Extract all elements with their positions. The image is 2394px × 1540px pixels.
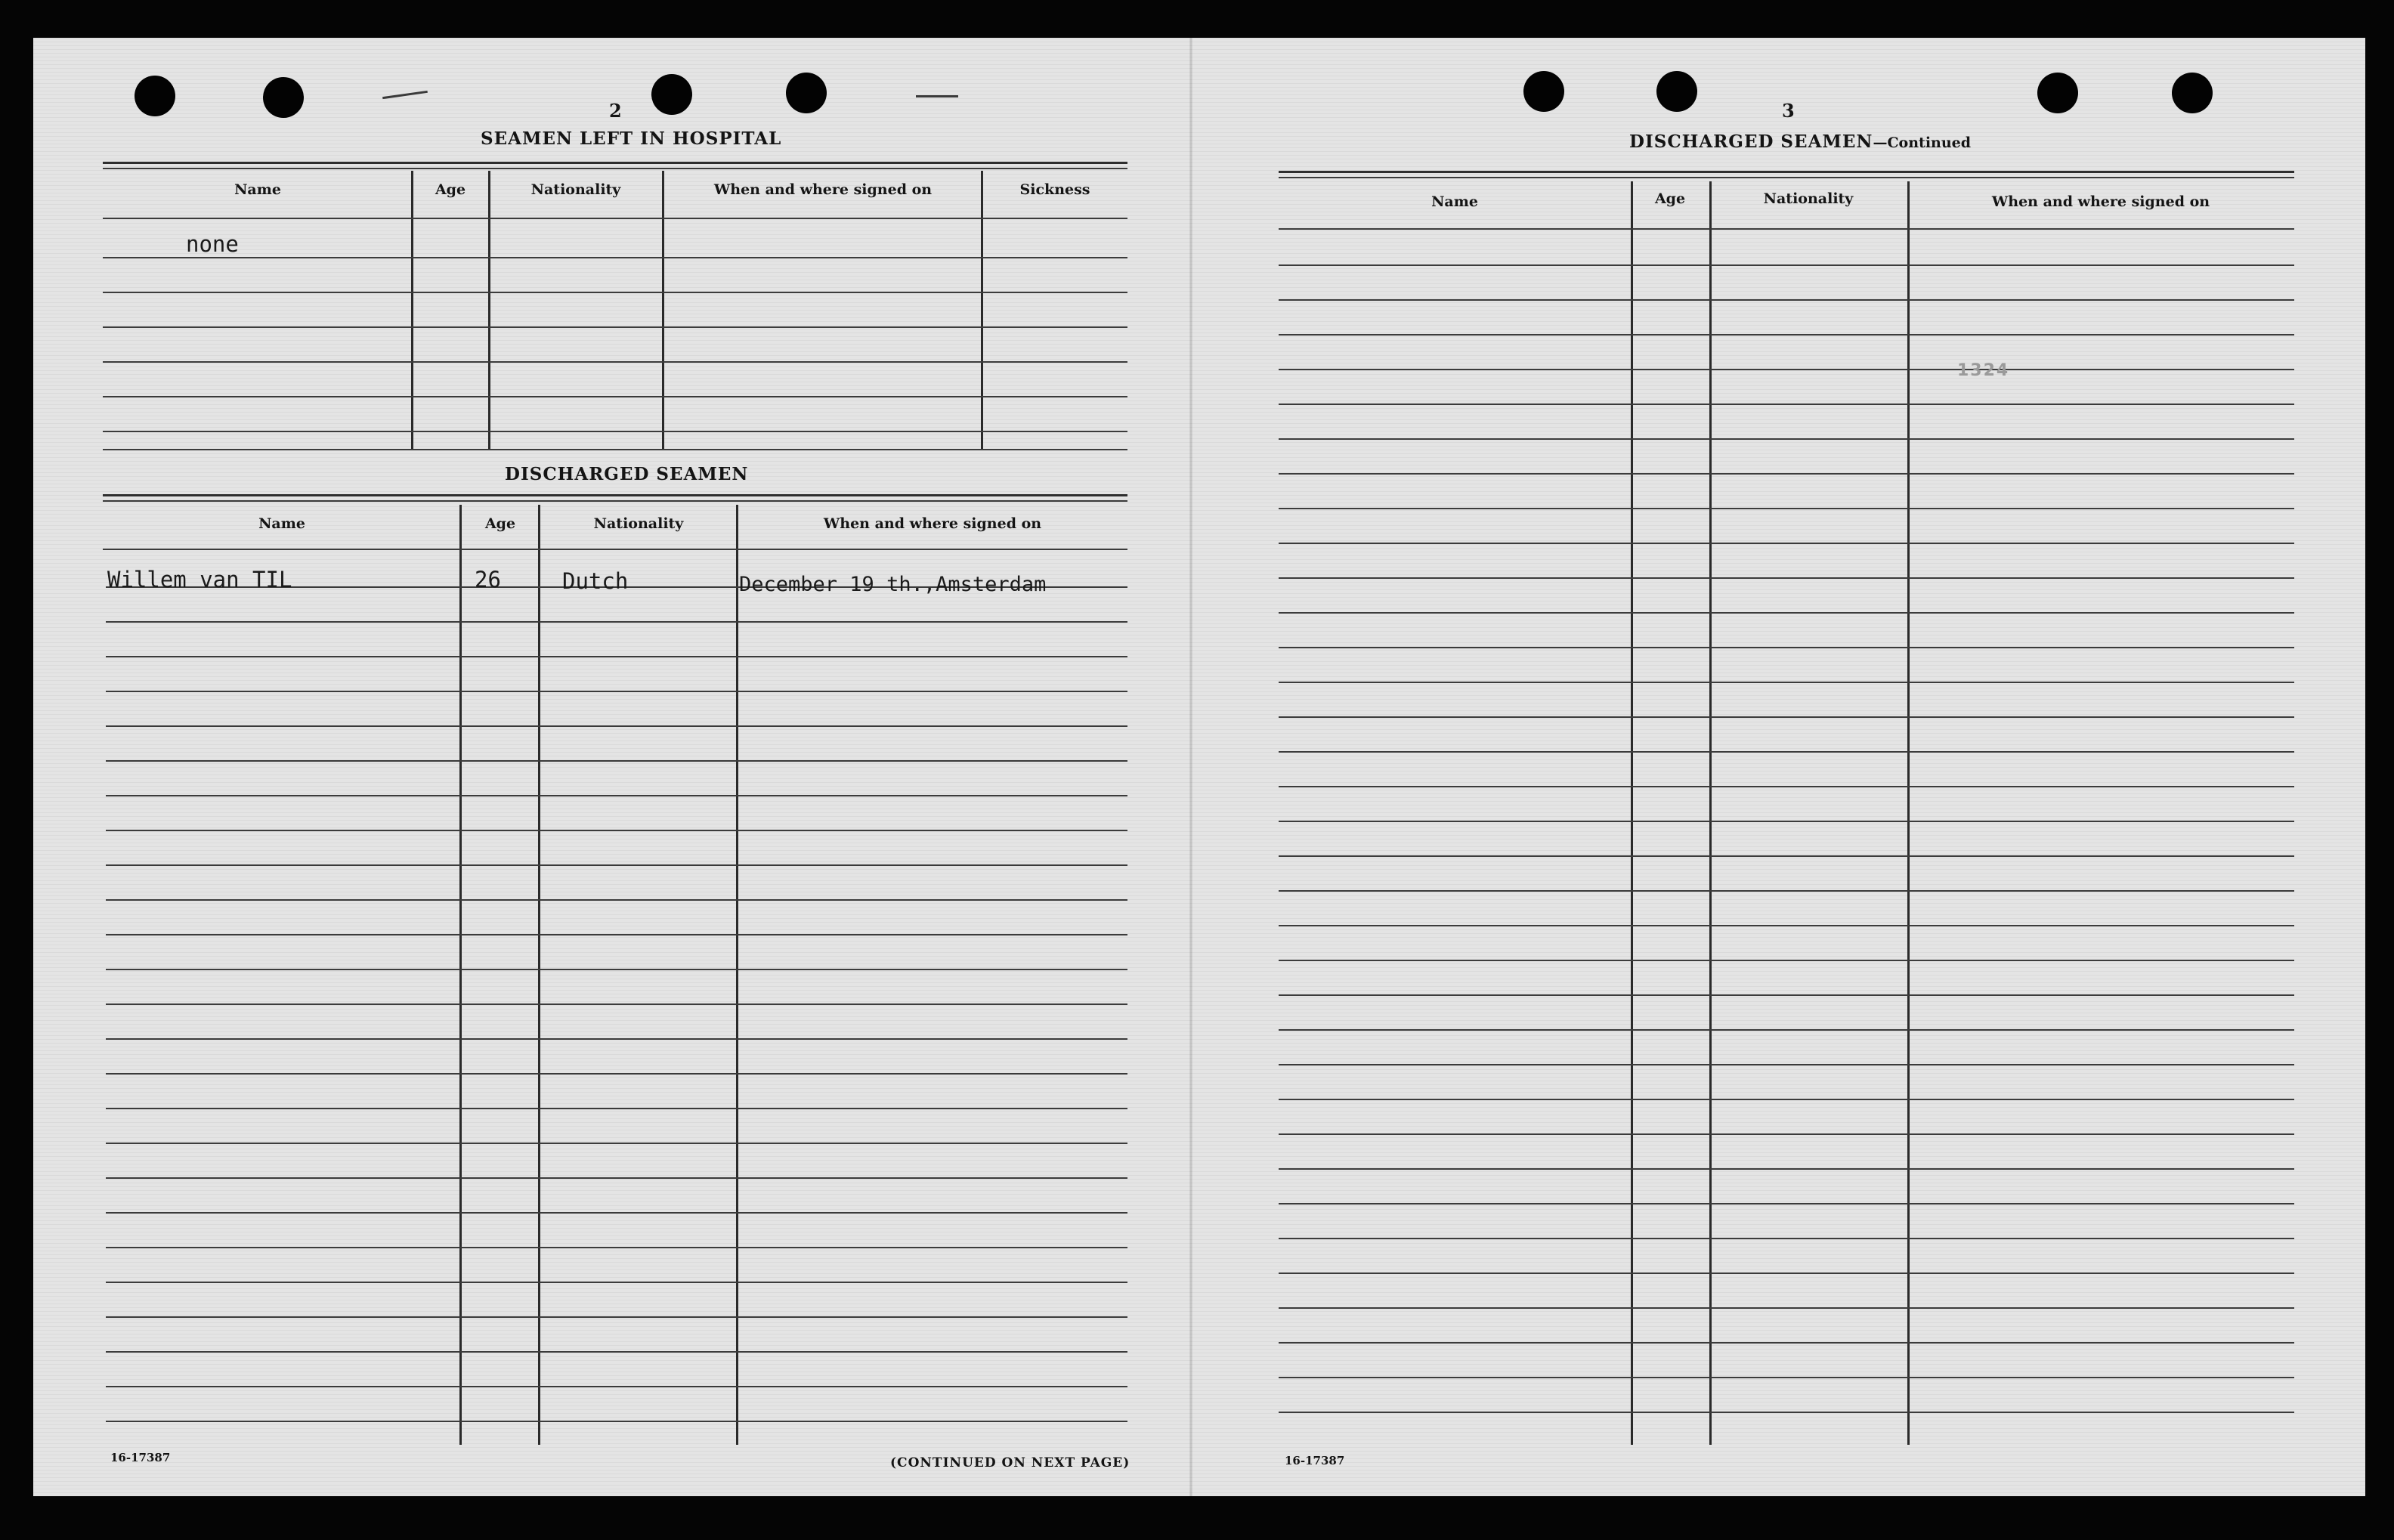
row-line [106, 656, 1127, 657]
punch-hole [2037, 73, 2078, 113]
row-line [1279, 925, 2294, 926]
row-line [1279, 473, 2294, 475]
row-line [1279, 890, 2294, 892]
row-line [106, 1003, 1127, 1005]
row-line [1279, 821, 2294, 822]
row-line [1279, 960, 2294, 961]
section-rule [103, 500, 1127, 502]
row-line [1279, 1064, 2294, 1065]
row-line [1279, 1273, 2294, 1274]
col-header-name: Name [258, 515, 305, 532]
col-header-age: Age [435, 181, 466, 198]
row-line [1279, 1029, 2294, 1031]
page-number: 2 [609, 100, 622, 122]
row-line [106, 1177, 1127, 1179]
row-line [106, 1351, 1127, 1353]
col-header-sickness: Sickness [1019, 181, 1090, 198]
row-line [1279, 299, 2294, 301]
row-line [106, 1316, 1127, 1318]
row-line [1279, 334, 2294, 336]
header-rule [103, 218, 1127, 219]
center-fold [1189, 38, 1192, 1496]
continued-note: (CONTINUED ON NEXT PAGE) [890, 1455, 1130, 1470]
form-number: 16-17387 [110, 1451, 171, 1464]
row-line [106, 1212, 1127, 1214]
column-divider [411, 171, 413, 450]
row-line [103, 257, 1127, 258]
row-line [106, 1421, 1127, 1422]
discharged-continued-title [1629, 131, 1971, 152]
row-line [106, 899, 1127, 901]
row-line [1279, 855, 2294, 857]
row-line [1279, 1099, 2294, 1100]
row-line [1279, 543, 2294, 544]
row-line [106, 760, 1127, 762]
cell-signed-on: December 19 th.,Amsterdam [739, 573, 1047, 596]
punch-hole [1656, 71, 1697, 112]
col-header-age: Age [1654, 190, 1686, 207]
row-line [106, 725, 1127, 727]
row-line [106, 1143, 1127, 1144]
row-line [1279, 682, 2294, 683]
row-line [106, 830, 1127, 831]
column-divider [662, 171, 664, 450]
column-divider [1709, 181, 1712, 1445]
row-line [103, 361, 1127, 363]
col-header-nationality: Nationality [593, 515, 684, 532]
section-rule [103, 168, 1127, 169]
row-line [106, 864, 1127, 866]
header-rule [1279, 228, 2294, 230]
punch-hole [263, 77, 304, 118]
row-line [106, 795, 1127, 796]
header-rule [103, 549, 1127, 550]
faint-stamp: 1324 [1957, 361, 2010, 380]
row-line [1279, 1342, 2294, 1344]
col-header-signed-on: When and where signed on [1991, 193, 2210, 210]
row-line [1279, 508, 2294, 509]
row-line [1279, 264, 2294, 266]
row-line [106, 1386, 1127, 1387]
row-line [106, 1247, 1127, 1248]
row-line [106, 691, 1127, 692]
row-line [103, 292, 1127, 293]
punch-hole [1523, 71, 1564, 112]
row-line [103, 326, 1127, 328]
row-line [1279, 369, 2294, 370]
row-line [1279, 1133, 2294, 1135]
page-number: 3 [1782, 100, 1795, 122]
row-line [1279, 577, 2294, 579]
column-divider [459, 505, 462, 1445]
section-rule [103, 162, 1127, 164]
cell-age: 26 [475, 567, 501, 592]
row-line [1279, 404, 2294, 405]
row-line [1279, 1377, 2294, 1378]
punch-hole [2172, 73, 2213, 113]
column-divider [736, 505, 738, 1445]
row-line [103, 431, 1127, 432]
row-line [106, 1282, 1127, 1283]
row-line [106, 969, 1127, 970]
row-line [1279, 1238, 2294, 1239]
row-line [103, 396, 1127, 397]
row-line [1279, 1307, 2294, 1309]
col-header-signed-on: When and where signed on [823, 515, 1042, 532]
col-header-name: Name [1431, 193, 1478, 210]
row-line [1279, 1203, 2294, 1204]
section-rule [1279, 177, 2294, 178]
hospital-section-title: SEAMEN LEFT IN HOSPITAL [481, 128, 782, 149]
row-line [1279, 1412, 2294, 1413]
col-header-name: Name [234, 181, 281, 198]
hospital-entry-name: none [186, 231, 239, 257]
stray-mark [916, 95, 958, 97]
col-header-nationality: Nationality [1763, 190, 1854, 207]
row-line [1279, 1168, 2294, 1170]
title-suffix: —Continued [1873, 135, 1972, 151]
row-line [106, 621, 1127, 623]
title-main: DISCHARGED SEAMEN [1629, 131, 1873, 152]
section-rule [103, 494, 1127, 496]
table-bottom-rule [103, 449, 1127, 450]
row-line [1279, 716, 2294, 718]
row-line [1279, 647, 2294, 648]
section-rule [1279, 171, 2294, 173]
row-line [1279, 751, 2294, 753]
punch-hole [786, 73, 827, 113]
row-line [1279, 612, 2294, 614]
column-divider [1631, 181, 1633, 1445]
col-header-nationality: Nationality [530, 181, 621, 198]
row-line [1279, 994, 2294, 996]
row-line [106, 1073, 1127, 1075]
punch-hole [135, 76, 175, 116]
column-divider [981, 171, 983, 450]
col-header-age: Age [484, 515, 516, 532]
punch-hole [651, 74, 692, 115]
row-line [106, 1108, 1127, 1109]
col-header-signed-on: When and where signed on [713, 181, 933, 198]
row-line [106, 1038, 1127, 1040]
column-divider [488, 171, 490, 450]
cell-name: Willem van TIL [107, 567, 292, 592]
row-line [106, 934, 1127, 935]
discharged-section-title: DISCHARGED SEAMEN [505, 464, 749, 484]
row-line [1279, 786, 2294, 787]
column-divider [1907, 181, 1910, 1445]
form-number: 16-17387 [1285, 1454, 1345, 1467]
row-line [1279, 438, 2294, 440]
column-divider [538, 505, 540, 1445]
cell-nationality: Dutch [562, 568, 629, 594]
